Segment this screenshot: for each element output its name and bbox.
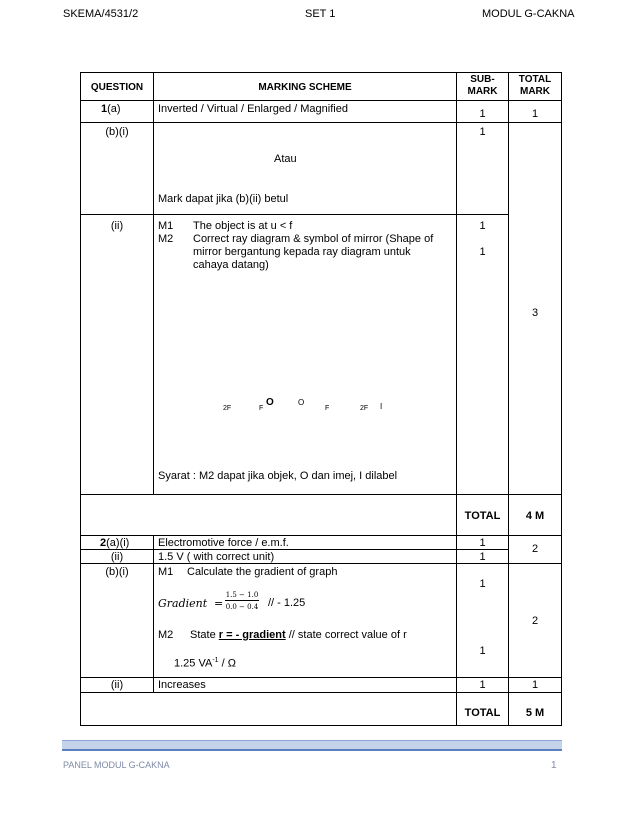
label-object-o: O <box>266 397 274 408</box>
q2bi-m2-code: M2 <box>158 629 174 641</box>
gradient-alt: // - 1.25 <box>268 597 306 609</box>
q2ai-sub-mark: 1 <box>479 537 486 549</box>
q1bii-m1-code: M1 <box>158 220 174 232</box>
q2a-total-mark: 2 <box>531 543 539 555</box>
q1a-sub-mark: 1 <box>479 108 486 120</box>
q2aii-scheme: 1.5 V ( with correct unit) <box>158 551 275 563</box>
footer-bar <box>62 740 562 751</box>
q2aii-label: (ii) <box>110 551 124 563</box>
col-total-mark: TOTAL MARK <box>518 74 552 97</box>
q2-total-label: TOTAL <box>464 707 501 719</box>
concave-mirror-icon <box>210 133 223 186</box>
label-pole-o: O <box>298 398 305 407</box>
q2bi-m2-text <box>190 629 407 642</box>
q2bi-m1-text: Calculate the gradient of graph <box>187 566 338 578</box>
fraction-bar <box>225 600 259 601</box>
q1bi-note: Mark dapat jika (b)(ii) betul <box>158 193 289 205</box>
q1b-total-mark: 3 <box>531 307 539 319</box>
q1a-total-mark: 1 <box>531 108 539 120</box>
r-value-exp: -1 <box>212 657 219 664</box>
label-2f-left: 2F <box>223 405 232 412</box>
q2-total-value: 5 M <box>525 707 545 719</box>
footer-left: PANEL MODUL G-CAKNA <box>63 760 170 770</box>
q2b-total-mark: 2 <box>531 615 539 627</box>
m2-formula: r = - gradient <box>218 629 286 641</box>
header-left: SKEMA/4531/2 <box>63 8 139 20</box>
q1-syarat: Syarat : M2 dapat jika objek, O dan imej, I dilabel <box>158 470 398 482</box>
col-sub-mark: SUB- MARK <box>467 74 498 97</box>
q1bii-m1-text: The object is at u < f <box>193 220 293 232</box>
q2bi-sub-mark-2: 1 <box>479 645 486 657</box>
q1-total-label: TOTAL <box>464 510 501 522</box>
fraction-denominator: 0.0 − 0.4 <box>225 603 259 611</box>
label-image-i: I <box>380 402 383 411</box>
gradient-equals: = <box>214 597 224 610</box>
label-2f-right: 2F <box>360 405 369 412</box>
q1bii-sub-mark-1: 1 <box>479 220 486 232</box>
q2ai-part: (a)(i) <box>106 537 130 549</box>
q2aii-sub-mark: 1 <box>479 551 486 563</box>
q1bi-atau: Atau <box>274 153 297 165</box>
q2bi-m1-code: M1 <box>158 566 174 578</box>
q2bi-sub-mark-1: 1 <box>479 578 486 590</box>
page-number: 1 <box>551 760 557 771</box>
q1-total-value: 4 M <box>525 510 545 522</box>
header-right: MODUL G-CAKNA <box>482 8 575 20</box>
m2-state: State <box>190 629 219 641</box>
q2bii-label: (ii) <box>110 679 124 691</box>
label-f-right: F <box>325 405 330 412</box>
fraction-numerator: 1.5 − 1.0 <box>225 591 259 599</box>
r-value-tail: / Ω <box>218 657 236 670</box>
m2-rest: // state correct value of r <box>285 629 407 641</box>
q1bi-sub-mark: 1 <box>479 126 486 138</box>
q1a-label <box>101 103 121 116</box>
q2ai-label <box>100 537 129 550</box>
convex-mirror-icon <box>339 133 352 186</box>
q2bii-sub-mark: 1 <box>479 679 486 691</box>
q1bii-m2-line1: Correct ray diagram & symbol of mirror (Shape of <box>193 233 434 245</box>
gradient-word: Gradient <box>158 597 208 610</box>
col-question: QUESTION <box>90 82 144 93</box>
q1a-part: (a) <box>107 103 121 115</box>
q2bi-label: (b)(i) <box>105 566 129 578</box>
q2bii-total-mark: 1 <box>531 679 539 691</box>
label-f-left: F <box>259 405 264 412</box>
q1bi-label: (b)(i) <box>105 126 129 138</box>
r-value-main: 1.25 VA <box>174 657 213 670</box>
q2-number: 2 <box>100 537 107 549</box>
header-center: SET 1 <box>305 8 336 20</box>
q1bii-sub-mark-2: 1 <box>479 246 486 258</box>
q2bii-scheme: Increases <box>158 679 206 691</box>
col-marking-scheme: MARKING SCHEME <box>258 82 352 93</box>
q1bii-m2-line3: cahaya datang) <box>193 259 269 271</box>
q1bii-m2-line2: mirror bergantung kepada ray diagram untuk <box>193 246 411 258</box>
q1bii-m2-code: M2 <box>158 233 174 245</box>
q1a-scheme: Inverted / Virtual / Enlarged / Magnified <box>158 103 348 115</box>
q1-number: 1 <box>101 103 108 115</box>
r-value <box>174 654 236 671</box>
q1bii-label: (ii) <box>110 220 124 232</box>
q2ai-scheme: Electromotive force / e.m.f. <box>158 537 289 549</box>
